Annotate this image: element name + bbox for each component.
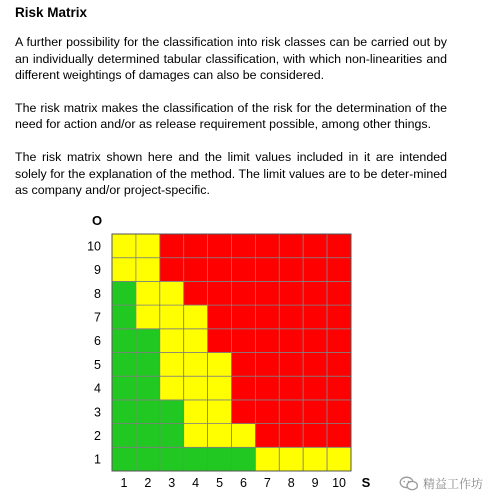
matrix-cell — [255, 376, 279, 400]
matrix-cell — [136, 234, 160, 258]
y-tick-label: 3 — [94, 405, 101, 420]
y-tick-label: 5 — [94, 357, 101, 372]
matrix-cell — [208, 376, 232, 400]
matrix-cell — [327, 329, 351, 353]
matrix-cell — [279, 424, 303, 448]
matrix-cell — [279, 353, 303, 377]
matrix-cell — [184, 258, 208, 282]
matrix-cell — [208, 424, 232, 448]
matrix-cell — [255, 447, 279, 471]
matrix-cell — [232, 305, 256, 329]
x-tick-label: 6 — [239, 476, 247, 490]
matrix-cell — [279, 376, 303, 400]
matrix-cell — [160, 305, 184, 329]
matrix-cell — [327, 258, 351, 282]
matrix-cell — [184, 376, 208, 400]
matrix-cell — [136, 400, 160, 424]
watermark-text: 精益工作坊 — [422, 477, 483, 491]
matrix-cell — [327, 424, 351, 448]
page-title: Risk Matrix — [15, 5, 88, 20]
matrix-cell — [303, 234, 327, 258]
matrix-cell — [327, 400, 351, 424]
matrix-cell — [279, 305, 303, 329]
matrix-cell — [136, 281, 160, 305]
matrix-cell — [160, 234, 184, 258]
paragraph-2: The risk matrix makes the classification of the risk for the determination of the need for action and/or as release requirement possible, among other things. — [15, 100, 447, 132]
matrix-cell — [255, 281, 279, 305]
matrix-cell — [327, 353, 351, 377]
matrix-cell — [160, 400, 184, 424]
matrix-cell — [255, 234, 279, 258]
matrix-cell — [279, 281, 303, 305]
matrix-cell — [160, 281, 184, 305]
y-tick-label: 1 — [94, 452, 101, 467]
matrix-cell — [255, 329, 279, 353]
x-tick-label: 1 — [120, 476, 128, 490]
matrix-cell — [232, 400, 256, 424]
matrix-cell — [160, 353, 184, 377]
matrix-cell — [327, 376, 351, 400]
matrix-cell — [136, 258, 160, 282]
matrix-cell — [303, 329, 327, 353]
matrix-cell — [184, 329, 208, 353]
matrix-cell — [208, 305, 232, 329]
matrix-cell — [303, 281, 327, 305]
matrix-cell — [136, 447, 160, 471]
matrix-cell — [255, 424, 279, 448]
matrix-cell — [303, 447, 327, 471]
matrix-cell — [112, 258, 136, 282]
matrix-cell — [279, 447, 303, 471]
paragraph-3: The risk matrix shown here and the limit values included in it are intended solely for the explanation of the method. The limit values are to be deter-mined as company and/or project-specific. — [15, 149, 447, 198]
matrix-cell — [184, 281, 208, 305]
x-tick-label: 8 — [287, 476, 295, 490]
x-tick-label: 7 — [263, 476, 271, 490]
matrix-cell — [303, 376, 327, 400]
matrix-cell — [112, 329, 136, 353]
matrix-cell — [184, 424, 208, 448]
matrix-cell — [160, 329, 184, 353]
wechat-icon — [399, 476, 419, 492]
matrix-cell — [255, 258, 279, 282]
matrix-cell — [184, 234, 208, 258]
matrix-cell — [112, 447, 136, 471]
matrix-cell — [279, 400, 303, 424]
matrix-cell — [232, 447, 256, 471]
matrix-cell — [184, 447, 208, 471]
matrix-cell — [184, 400, 208, 424]
matrix-cell — [208, 234, 232, 258]
x-tick-label: 2 — [144, 476, 152, 490]
matrix-cell — [208, 281, 232, 305]
matrix-cell — [232, 234, 256, 258]
matrix-cell — [112, 305, 136, 329]
x-axis-ticks — [120, 476, 346, 490]
matrix-cell — [232, 376, 256, 400]
matrix-cell — [160, 376, 184, 400]
matrix-cell — [160, 424, 184, 448]
matrix-cell — [112, 376, 136, 400]
matrix-cell — [232, 353, 256, 377]
matrix-cell — [327, 305, 351, 329]
matrix-cell — [112, 234, 136, 258]
watermark — [399, 475, 483, 492]
matrix-cell — [160, 258, 184, 282]
matrix-cell — [208, 400, 232, 424]
matrix-cell — [136, 353, 160, 377]
y-tick-label: 9 — [94, 263, 101, 278]
matrix-cell — [255, 305, 279, 329]
matrix-cell — [112, 400, 136, 424]
matrix-cell — [303, 400, 327, 424]
matrix-cell — [136, 376, 160, 400]
matrix-cell — [232, 329, 256, 353]
matrix-cell — [136, 424, 160, 448]
x-tick-label: 3 — [168, 476, 176, 490]
y-tick-label: 2 — [94, 428, 101, 443]
matrix-cell — [208, 258, 232, 282]
matrix-cell — [208, 447, 232, 471]
matrix-cell — [303, 353, 327, 377]
x-axis-title: S — [361, 475, 371, 490]
matrix-cell — [232, 424, 256, 448]
matrix-cell — [327, 447, 351, 471]
matrix-cell — [255, 400, 279, 424]
matrix-cell — [232, 281, 256, 305]
y-tick-label: 10 — [87, 239, 101, 254]
x-tick-label: 5 — [216, 476, 224, 490]
matrix-cells — [112, 234, 351, 471]
y-axis-ticks — [87, 239, 101, 466]
matrix-cell — [279, 234, 303, 258]
matrix-cell — [255, 353, 279, 377]
matrix-cell — [112, 353, 136, 377]
matrix-cell — [160, 447, 184, 471]
matrix-cell — [112, 424, 136, 448]
matrix-cell — [208, 329, 232, 353]
matrix-cell — [232, 258, 256, 282]
y-tick-label: 8 — [94, 286, 101, 301]
matrix-cell — [327, 281, 351, 305]
x-tick-label: 10 — [332, 476, 347, 490]
x-tick-label: 4 — [192, 476, 200, 490]
matrix-cell — [303, 258, 327, 282]
matrix-cell — [303, 305, 327, 329]
y-axis-title: O — [91, 213, 103, 228]
y-tick-label: 4 — [94, 381, 101, 396]
matrix-cell — [184, 353, 208, 377]
matrix-cell — [327, 234, 351, 258]
matrix-cell — [136, 305, 160, 329]
matrix-cell — [279, 258, 303, 282]
matrix-cell — [184, 305, 208, 329]
matrix-cell — [303, 424, 327, 448]
matrix-cell — [112, 281, 136, 305]
y-tick-label: 6 — [94, 334, 101, 349]
matrix-cell — [279, 329, 303, 353]
x-tick-label: 9 — [311, 476, 319, 490]
y-tick-label: 7 — [94, 310, 101, 325]
paragraph-1: A further possibility for the classification into risk classes can be carried out by an individually determined tabular classification, with which non-linearities and different weightings of damages can also be considered. — [15, 35, 447, 83]
matrix-cell — [136, 329, 160, 353]
matrix-cell — [208, 353, 232, 377]
